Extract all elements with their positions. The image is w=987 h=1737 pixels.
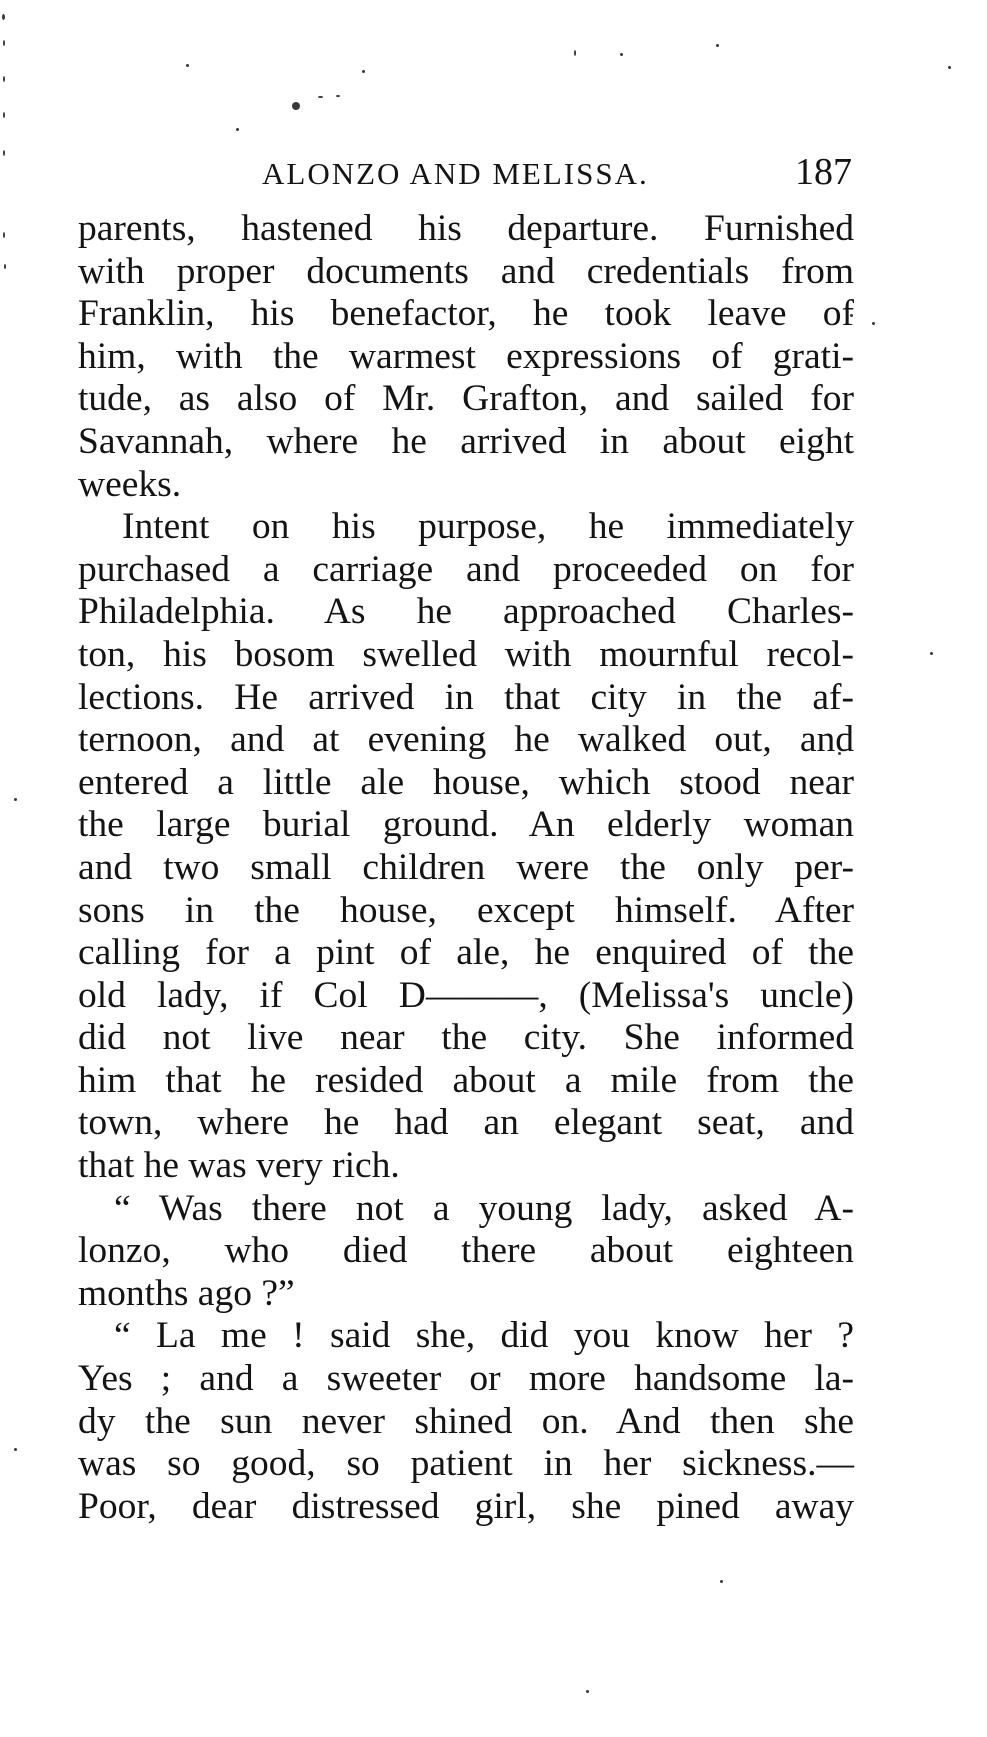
- text-line: “ Was there not a young lady, asked A-: [114, 1187, 854, 1229]
- ink-speck: [362, 70, 365, 73]
- text-line: ton, his bosom swelled with mournful recol-: [78, 633, 854, 675]
- text-line: the large burial ground. An elderly woman: [78, 804, 854, 846]
- text-line: Poor, dear distressed girl, she pined away: [78, 1485, 854, 1527]
- ink-speck: [3, 40, 5, 46]
- text-line: tude, as also of Mr. Grafton, and sailed for: [78, 378, 854, 420]
- paragraph: [78, 208, 854, 506]
- ink-speck: [4, 264, 6, 269]
- ink-speck: [14, 1448, 17, 1451]
- ink-speck: [872, 322, 875, 325]
- text-line: was so good, so patient in her sickness.—: [78, 1443, 854, 1485]
- text-line: ternoon, and at evening he walked out, and: [78, 719, 854, 761]
- text-line: sons in the house, except himself. After: [78, 889, 854, 931]
- text-line: town, where he had an elegant seat, and: [78, 1102, 854, 1144]
- text-line: and two small children were the only per-: [78, 846, 854, 888]
- text-line: Franklin, his benefactor, he took leave of: [78, 293, 854, 335]
- ink-speck: [930, 652, 933, 655]
- text-line: him, with the warmest expressions of grati-: [78, 335, 854, 377]
- text-line: parents, hastened his departure. Furnished: [78, 208, 854, 249]
- ink-speck: [292, 102, 300, 110]
- ink-speck: [336, 95, 340, 97]
- text-line: with proper documents and credentials from: [78, 250, 854, 292]
- text-line: dy the sun never shined on. And then she: [78, 1400, 854, 1442]
- running-title: ALONZO AND MELISSA.: [262, 156, 649, 191]
- paragraph: [78, 1315, 854, 1528]
- body-text: [78, 208, 854, 1528]
- ink-speck: [720, 1580, 723, 1583]
- text-line: Savannah, where he arrived in about eight: [78, 420, 854, 462]
- text-line: lonzo, who died there about eighteen: [78, 1230, 854, 1272]
- text-line: that he was very rich.: [78, 1145, 400, 1187]
- text-line: lections. He arrived in that city in the af-: [78, 676, 854, 718]
- ink-speck: [574, 50, 576, 56]
- text-line: entered a little ale house, which stood near: [78, 761, 854, 803]
- text-line: “ La me ! said she, did you know her ?: [114, 1315, 854, 1357]
- ink-speck: [716, 44, 719, 47]
- ink-speck: [3, 232, 5, 238]
- ink-speck: [2, 14, 5, 20]
- text-line: calling for a pint of ale, he enquired of the: [78, 932, 854, 974]
- text-line: Yes ; and a sweeter or more handsome la-: [78, 1358, 854, 1400]
- text-line: months ago ?”: [78, 1272, 295, 1314]
- text-line: Philadelphia. As he approached Charles-: [78, 591, 854, 633]
- ink-speck: [318, 96, 323, 98]
- ink-speck: [14, 798, 17, 801]
- paragraph: [78, 506, 854, 1188]
- ink-speck: [186, 64, 189, 67]
- ink-speck: [3, 112, 5, 118]
- text-line: him that he resided about a mile from the: [78, 1059, 854, 1101]
- ink-speck: [586, 1690, 589, 1693]
- paragraph: [78, 1188, 854, 1316]
- text-line: old lady, if Col D———, (Melissa's uncle): [78, 974, 854, 1016]
- page-header: [0, 146, 987, 196]
- page-number: 187: [795, 151, 852, 193]
- text-line: purchased a carriage and proceeded on for: [78, 548, 854, 590]
- ink-speck: [948, 66, 951, 69]
- text-line: weeks.: [78, 463, 182, 505]
- ink-speck: [3, 76, 5, 82]
- ink-speck: [620, 53, 623, 56]
- text-line: did not live near the city. She informed: [78, 1017, 854, 1059]
- ink-speck: [236, 128, 239, 131]
- text-line: Intent on his purpose, he immediately: [122, 506, 854, 548]
